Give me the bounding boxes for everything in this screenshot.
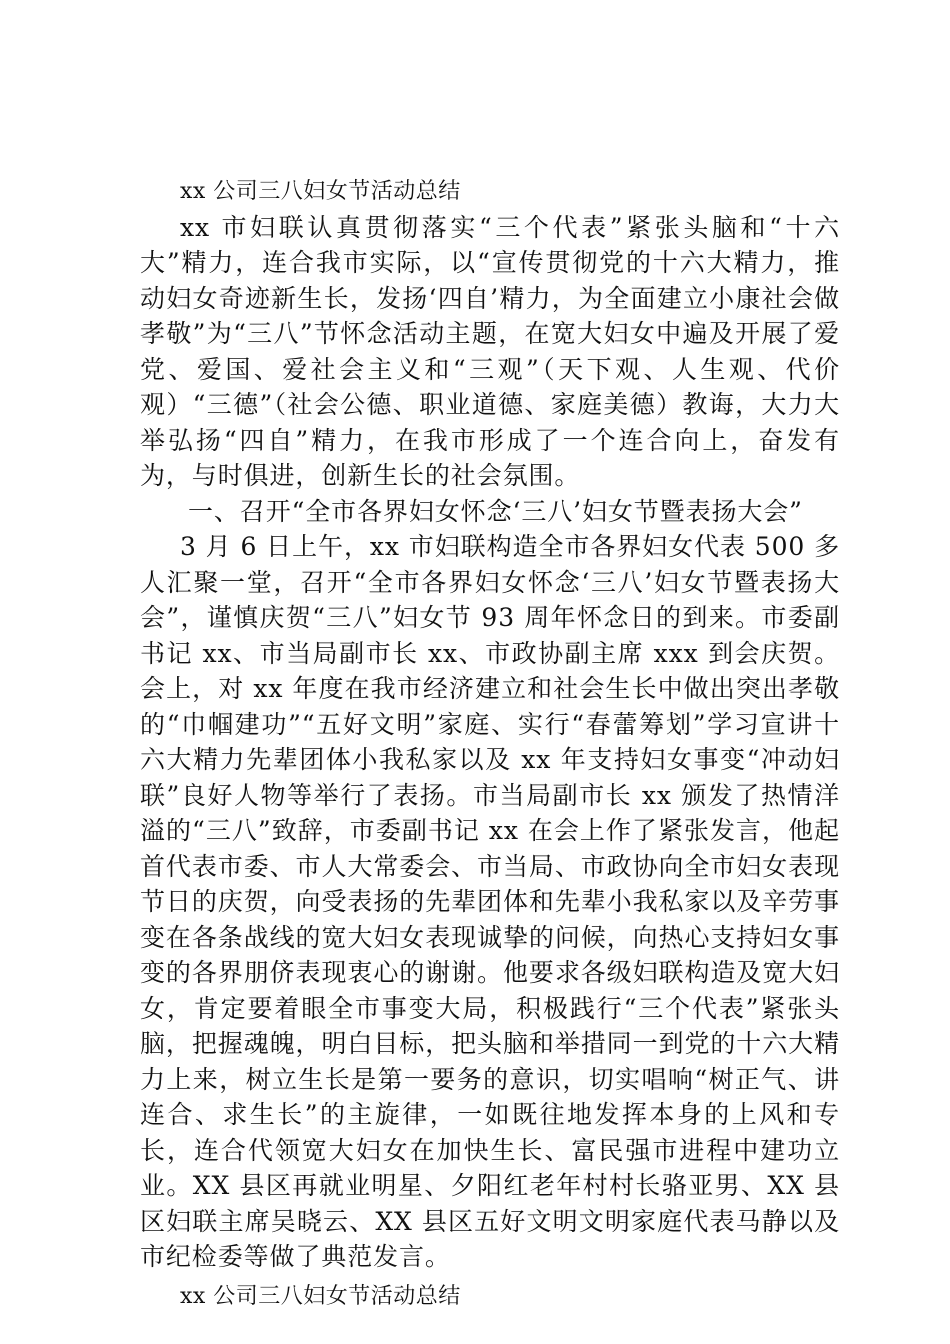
document-title: xx 公司三八妇女节活动总结	[180, 179, 461, 204]
footer-title: xx 公司三八妇女节活动总结	[180, 1283, 461, 1309]
section-heading: 一、召开“全市各界妇女怀念‘三八’妇女节暨表扬大会”	[188, 496, 803, 526]
document-body	[140, 174, 840, 1314]
body-paragraph: 3 月 6 日上午，xx 市妇联构造全市各界妇女代表 500 多人汇聚一堂，召开“全市各界妇女怀念‘三八’妇女节暨表扬大会”，谨慎庆贺“三八”妇女节 93 周年怀念日的到来。市委副书记 xx、市当局副市长 xx、市政协副主席 xxx 到会庆贺。会上，对 xx 年度在我市经济建立和社会生长中做出突出孝敬的“巾帼建功”“五好文明”家庭、实行“春蕾筹划”学习宣讲十六大精力先辈团体小我私家以及 xx 年支持妇女事变“冲动妇联”良好人物等举行了表扬。市当局副市长 xx 颁发了热情洋溢的“三八”致辞，市委副书记 xx 在会上作了紧张发言，他起首代表市委、市人大常委会、市当局、市政协向全市妇女表现节日的庆贺，向受表扬的先辈团体和先辈小我私家以及辛劳事变在各条战线的宽大妇女表现诚挚的问候，向热心支持妇女事变的各界朋侪表现衷心的谢谢。他要求各级妇联构造及宽大妇女，肯定要着眼全市事变大局，积极践行“三个代表”紧张头脑，把握魂魄，明白目标，把头脑和举措同一到党的十六大精力上来，树立生长是第一要务的意识，切实唱响“树正气、讲连合、求生长”的主旋律，一如既往地发挥本身的上风和专长，连合代领宽大妇女在加快生长、富民强市进程中建功立业。XX 县区再就业明星、夕阳红老年村村长骆亚男、XX 县区妇联主席吴晓云、XX 县区五好文明文明家庭代表马静以及市纪检委等做了典范发言。	[140, 532, 840, 1271]
intro-paragraph: xx 市妇联认真贯彻落实“三个代表”紧张头脑和“十六大”精力，连合我市实际，以“宣传贯彻党的十六大精力，推动妇女奇迹新生长，发扬‘四自’精力，为全面建立小康社会做孝敬”为“三八”节怀念活动主题，在宽大妇女中遍及开展了爱党、爱国、爱社会主义和“三观”（天下观、人生观、代价观）“三德”（社会公德、职业道德、家庭美德）教诲，大力大举弘扬“四自”精力，在我市形成了一个连合向上，奋发有为，与时俱进，创新生长的社会氛围。	[140, 212, 840, 490]
